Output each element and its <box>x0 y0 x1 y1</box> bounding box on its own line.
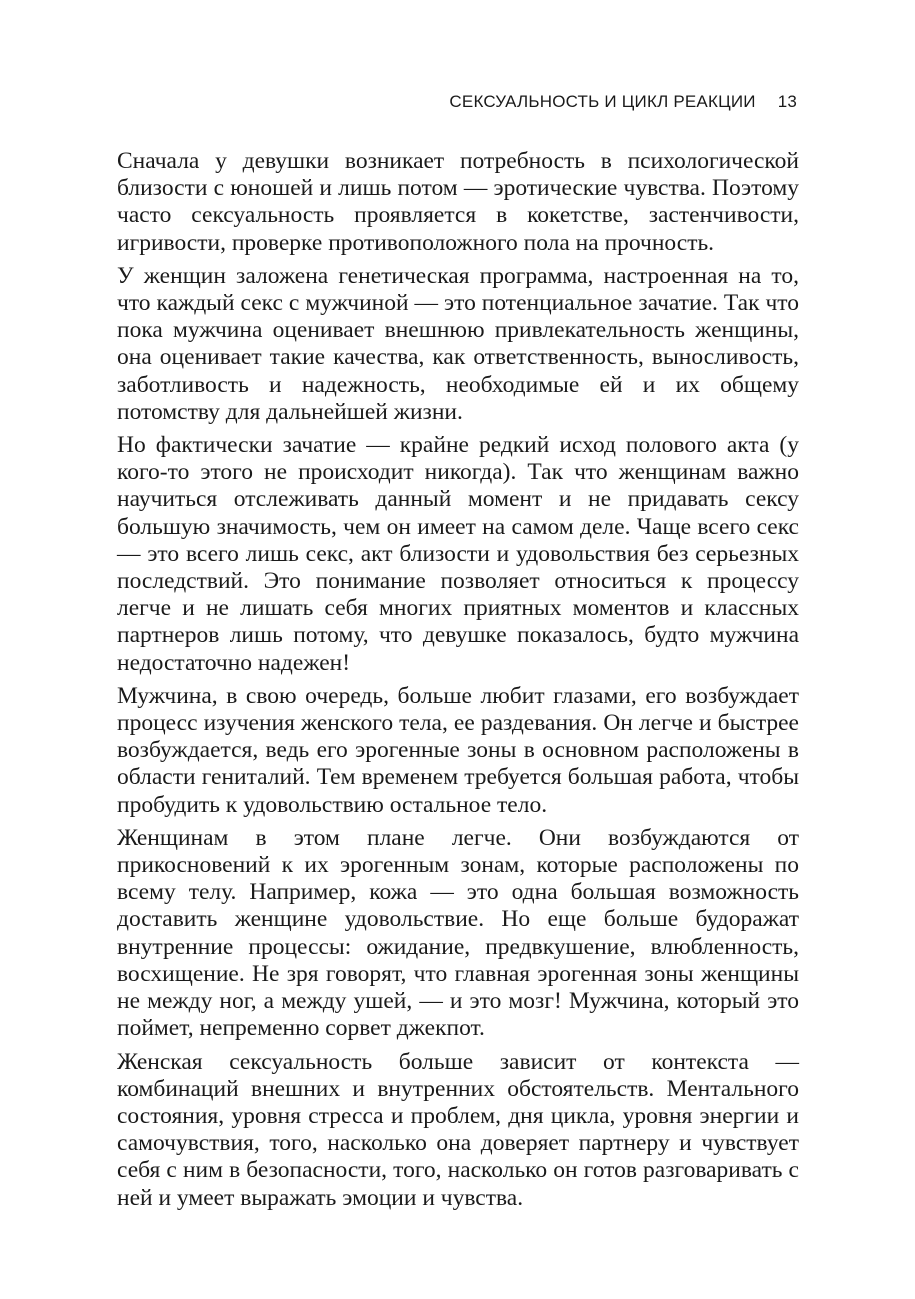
paragraph: Сначала у девушки возникает потребность в психологической близости с юношей и лишь потом — эротические чувства. Поэтому часто сексуальность проявляется в кокетстве, застенчивости, игривости, проверке противоположного пола на прочность. <box>117 148 799 256</box>
body-text <box>117 148 799 1218</box>
running-head <box>449 92 797 112</box>
page-number: 13 <box>777 92 797 111</box>
section-title: СЕКСУАЛЬНОСТЬ И ЦИКЛ РЕАКЦИИ <box>449 92 756 111</box>
paragraph: Мужчина, в свою очередь, больше любит глазами, его возбуждает процесс изучения женского тела, ее раздевания. Он легче и быстрее возбуждается, ведь его эрогенные зоны в основном расположены в области гениталий. Тем временем требуется большая работа, чтобы пробудить к удовольствию остальное тело. <box>117 682 799 818</box>
paragraph: У женщин заложена генетическая программа, настроенная на то, что каждый секс с мужчиной — это потенциальное зачатие. Так что пока мужчина оценивает внешнюю привлекательность женщины, она оценивает такие качества, как ответственность, выносливость, заботливость и надежность, необходимые ей и их общему потомству для дальнейшей жизни. <box>117 262 799 425</box>
paragraph: Женщинам в этом плане легче. Они возбуждаются от прикосновений к их эрогенным зонам, которые расположены по всему телу. Например, кожа — это одна большая возможность доставить женщине удовольствие. Но еще больше будоражат внутренние процессы: ожидание, предвкушение, влюбленность, восхищение. Не зря говорят, что главная эрогенная зоны женщины не между ног, а между ушей, — и это мозг! Мужчина, который это поймет, непременно сорвет джекпот. <box>117 824 799 1042</box>
paragraph: Но фактически зачатие — крайне редкий исход полового акта (у кого-то этого не происходит никогда). Так что женщинам важно научиться отслеживать данный момент и не придавать сексу большую значимость, чем он имеет на самом деле. Чаще всего секс — это всего лишь секс, акт близости и удовольствия без серьезных последствий. Это понимание позволяет относиться к процессу легче и не лишать себя многих приятных моментов и классных партнеров лишь потому, что девушке показалось, будто мужчина недостаточно надежен! <box>117 432 799 676</box>
paragraph: Женская сексуальность больше зависит от контекста — комбинаций внешних и внутренних обстоятельств. Ментального состояния, уровня стресса и проблем, дня цикла, уровня энергии и самочувствия, того, насколько она доверяет партнеру и чувствует себя с ним в безопасности, того, насколько он готов разговаривать с ней и умеет выражать эмоции и чувства. <box>117 1048 799 1211</box>
